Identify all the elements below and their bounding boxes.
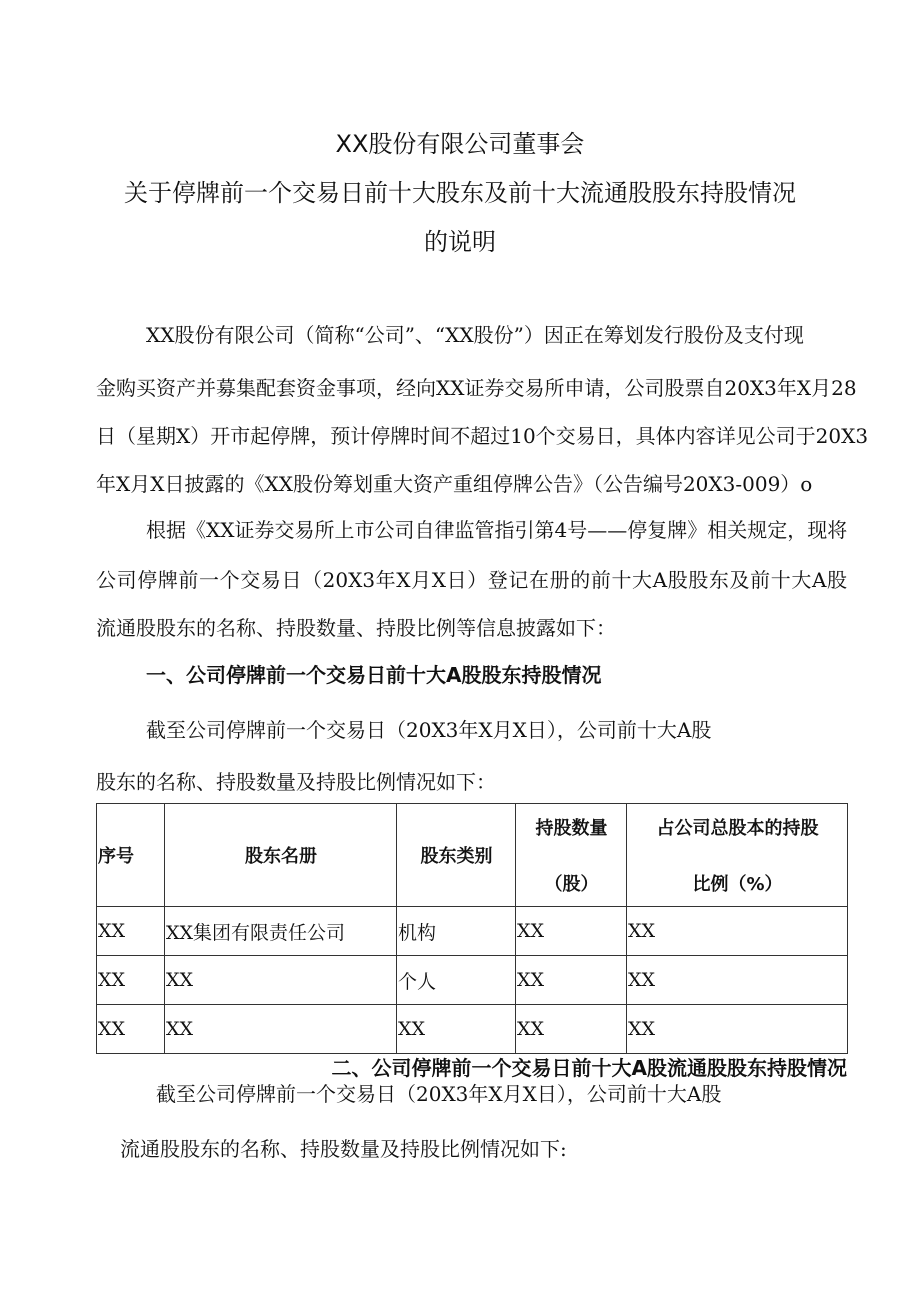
table-row [97, 907, 848, 956]
top-ten-shareholders-table [96, 803, 848, 1054]
header-shares-bottom: （股） [544, 874, 599, 895]
cell-shares: XX [516, 1005, 627, 1054]
table-row [97, 1005, 848, 1054]
cell-type: XX [397, 1005, 516, 1054]
header-seq: 序号 [97, 804, 165, 907]
cell-ratio: XX [627, 956, 848, 1005]
cell-type: 机构 [397, 907, 516, 956]
document-title-line-2: 关于停牌前一个交易日前十大股东及前十大流通股股东持股情况 [124, 179, 796, 207]
cell-seq: XX [97, 1005, 165, 1054]
cell-ratio: XX [627, 907, 848, 956]
cell-ratio: XX [627, 1005, 848, 1054]
section-2-heading: 二、公司停牌前一个交易日前十大A股流通股股东持股情况 [331, 1056, 847, 1080]
header-ratio [627, 804, 848, 907]
cell-type: 个人 [397, 956, 516, 1005]
intro-line-3: 日（星期X）开市起停牌，预计停牌时间不超过10个交易日，具体内容详见公司于20X3 [96, 424, 869, 448]
table-row [97, 956, 848, 1005]
cell-seq: XX [97, 907, 165, 956]
basis-line-1: 根据《XX证券交易所上市公司自律监管指引第4号——停复牌》相关规定，现将 [146, 518, 848, 542]
cell-seq: XX [97, 956, 165, 1005]
header-shares [516, 804, 627, 907]
cell-name: XX [165, 956, 397, 1005]
intro-line-2: 金购买资产并募集配套资金事项，经向XX证券交易所申请，公司股票自20X3年X月28 [96, 376, 857, 400]
intro-line-4: 年X月X日披露的《XX股份筹划重大资产重组停牌公告》（公告编号20X3-009）o [96, 472, 813, 496]
header-ratio-bottom: 比例（%） [692, 874, 783, 895]
header-shares-top: 持股数量 [535, 818, 608, 839]
section-1-description-line-1: 截至公司停牌前一个交易日（20X3年X月X日），公司前十大A股 [146, 718, 712, 742]
cell-name: XX [165, 1005, 397, 1054]
section-1-description-line-2: 股东的名称、持股数量及持股比例情况如下： [96, 770, 496, 794]
section-2-description-line-1: 截至公司停牌前一个交易日（20X3年X月X日），公司前十大A股 [156, 1082, 722, 1106]
cell-name: XX集团有限责任公司 [165, 907, 397, 956]
basis-line-2: 公司停牌前一个交易日（20X3年X月X日）登记在册的前十大A股股东及前十大A股 [96, 568, 847, 592]
section-1-heading: 一、公司停牌前一个交易日前十大A股股东持股情况 [146, 663, 602, 687]
document-title-line-1: XX股份有限公司董事会 [335, 130, 585, 158]
table-header-row [97, 804, 848, 907]
header-shareholder-name: 股东名册 [165, 804, 397, 907]
intro-line-1: XX股份有限公司（简称“公司”、“XX股份”）因正在筹划发行股份及支付现 [146, 323, 804, 347]
cell-shares: XX [516, 956, 627, 1005]
section-2-description-line-2: 流通股股东的名称、持股数量及持股比例情况如下: [120, 1137, 567, 1161]
basis-line-3: 流通股股东的名称、持股数量、持股比例等信息披露如下： [96, 616, 616, 640]
header-ratio-top: 占公司总股本的持股 [656, 818, 819, 839]
header-shareholder-type: 股东类别 [397, 804, 516, 907]
document-title-line-3: 的说明 [424, 228, 496, 256]
cell-shares: XX [516, 907, 627, 956]
